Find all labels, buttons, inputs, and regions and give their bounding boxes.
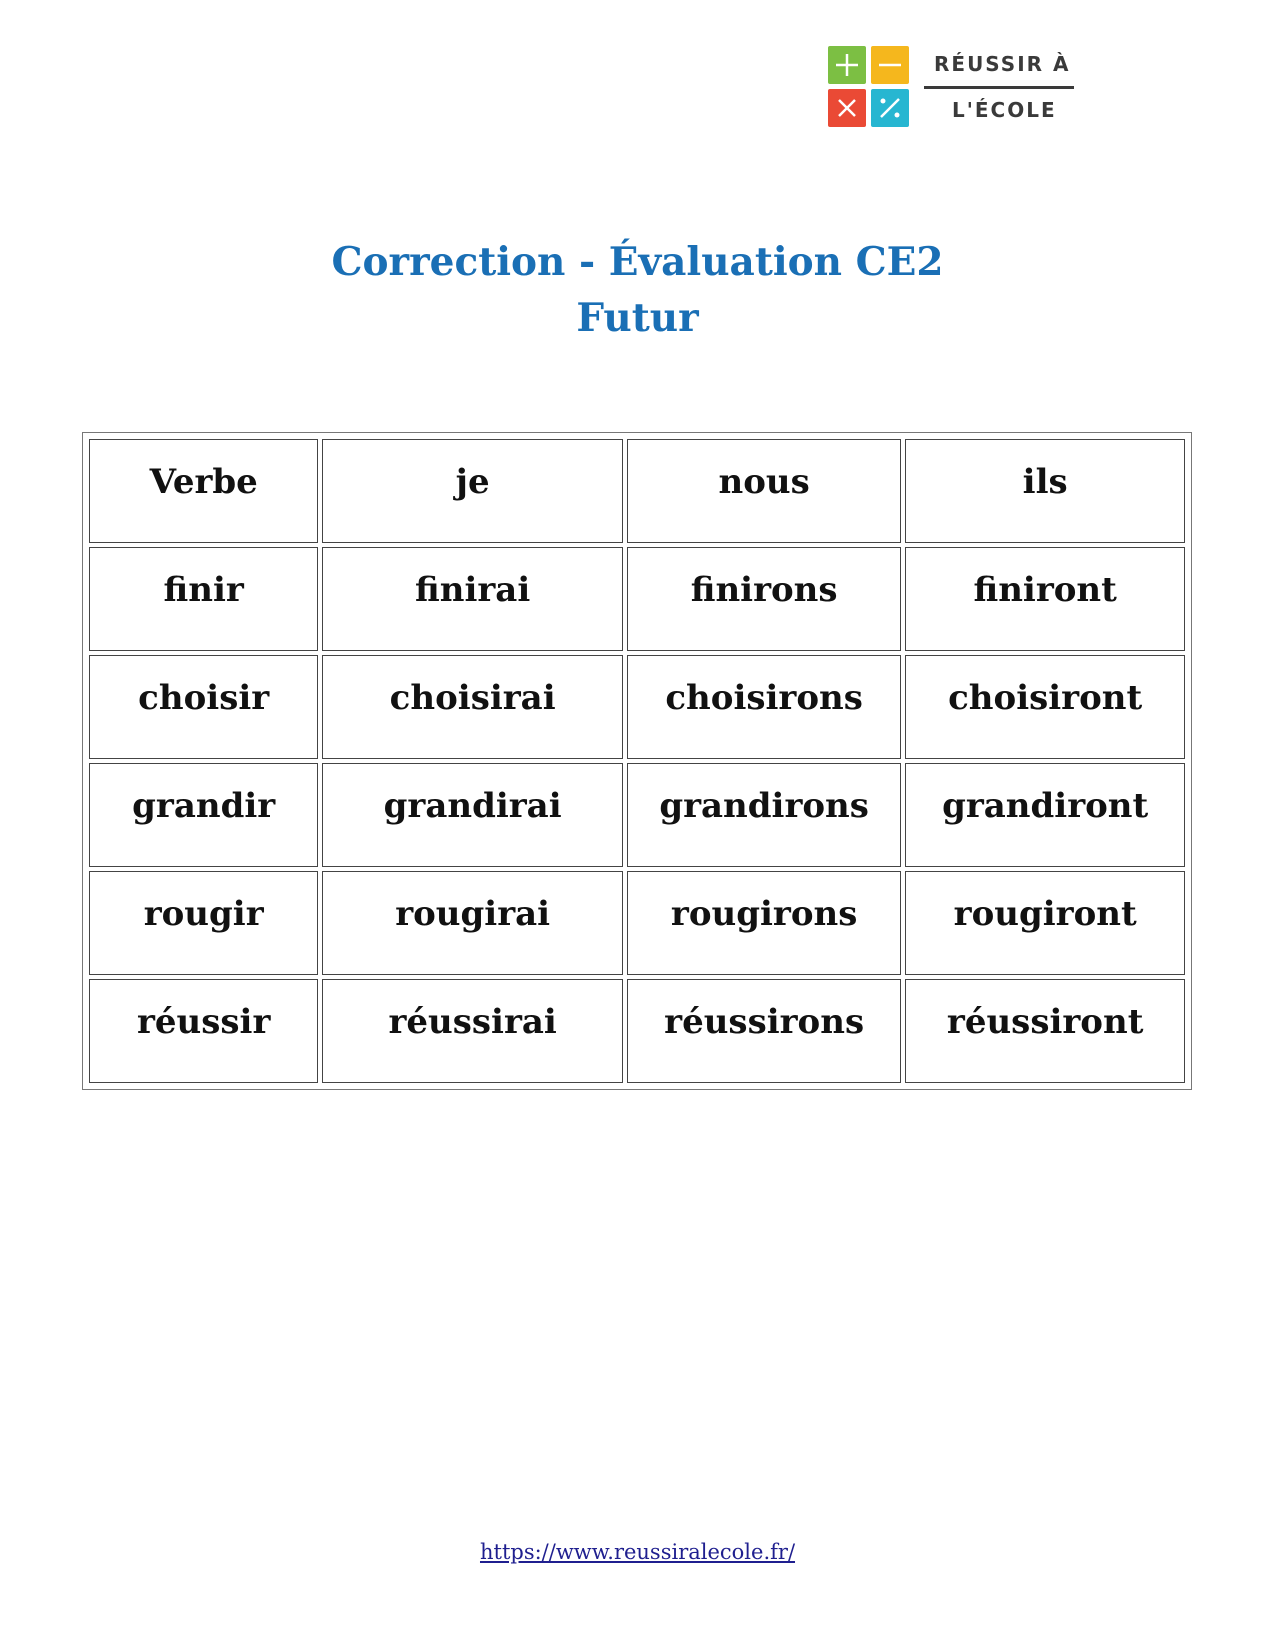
table-cell: choisirons [627, 655, 901, 759]
header-cell: Verbe [89, 439, 318, 543]
website-link[interactable]: https://www.reussiralecole.fr/ [479, 1540, 796, 1564]
conjugation-table [85, 435, 1189, 1087]
table-cell: choisir [89, 655, 318, 759]
site-logo [828, 46, 1078, 130]
logo-text-line2: L'ÉCOLE [952, 98, 1057, 122]
table-cell: rougirons [627, 871, 901, 975]
percent-icon [871, 89, 909, 127]
table-cell: rougiront [905, 871, 1185, 975]
table-cell: finiront [905, 547, 1185, 651]
title-line-2: Futur [576, 295, 699, 341]
header-cell: nous [627, 439, 901, 543]
table-cell: choisiront [905, 655, 1185, 759]
table-row [89, 763, 1185, 867]
conjugation-table-frame [82, 432, 1192, 1090]
table-cell: réussirons [627, 979, 901, 1083]
table-cell: finirai [322, 547, 623, 651]
table-cell: grandiront [905, 763, 1185, 867]
table-row [89, 547, 1185, 651]
minus-icon [871, 46, 909, 84]
table-cell: finir [89, 547, 318, 651]
table-cell: réussiront [905, 979, 1185, 1083]
table-row [89, 871, 1185, 975]
table-cell: réussir [89, 979, 318, 1083]
table-cell: grandirai [322, 763, 623, 867]
header-cell: ils [905, 439, 1185, 543]
logo-divider [924, 86, 1074, 89]
table-cell: rougir [89, 871, 318, 975]
footer [0, 1540, 1275, 1564]
table-header-row [89, 439, 1185, 543]
plus-icon [828, 46, 866, 84]
title-line-1: Correction - Évaluation CE2 [331, 239, 944, 285]
table-cell: grandir [89, 763, 318, 867]
table-cell: grandirons [627, 763, 901, 867]
table-row [89, 655, 1185, 759]
table-cell: finirons [627, 547, 901, 651]
header-cell: je [322, 439, 623, 543]
table-row [89, 979, 1185, 1083]
logo-text-line1: RÉUSSIR À [934, 52, 1071, 76]
table-cell: rougirai [322, 871, 623, 975]
table-cell: réussirai [322, 979, 623, 1083]
table-cell: choisirai [322, 655, 623, 759]
times-icon [828, 89, 866, 127]
page-title [0, 234, 1275, 346]
